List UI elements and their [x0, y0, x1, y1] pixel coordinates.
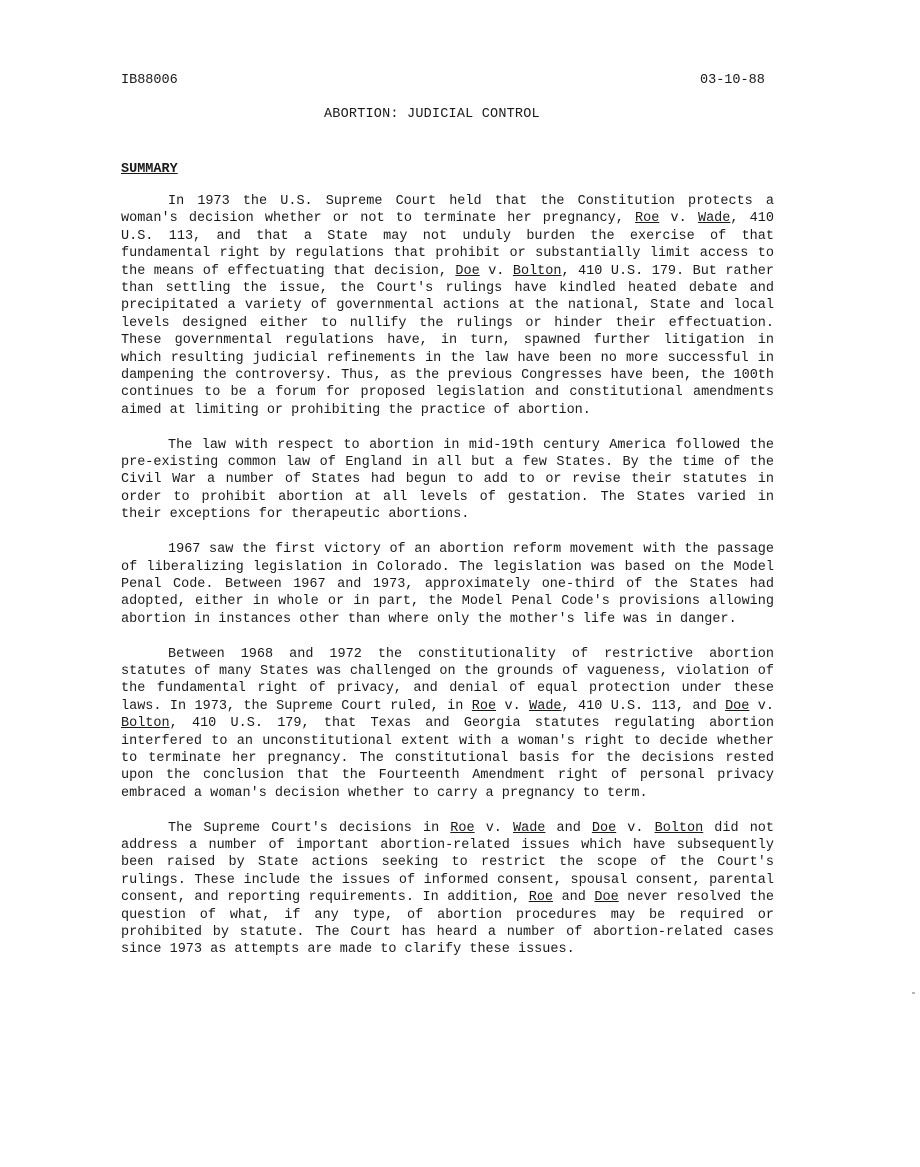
- doc-date: 03-10-88: [700, 73, 765, 88]
- paragraph-text: , 410 U.S. 113, and that a State may not unduly burden the exercise of that fundamental right by regulations that prohibit or substantially limit access to the means of effectuating that decision,: [121, 211, 774, 279]
- section-heading: SUMMARY: [121, 162, 178, 177]
- paragraph-5: [121, 820, 774, 959]
- case-name-bolton: Bolton: [654, 820, 704, 836]
- paragraph-4: [121, 646, 774, 803]
- paragraph-text: In 1973 the U.S. Supreme Court held that the Constitution protects a woman's decision whether or not to terminate her pregnancy,: [121, 194, 774, 227]
- case-name-bolton: Bolton: [121, 716, 170, 732]
- paragraph-text: , 410 U.S. 179, that Texas and Georgia statutes regulating abortion interfered to an unconstitutional extent with a woman's right to decide whether to terminate her pregnancy. The constitutional basis for the decisions rested upon the conclusion that the Fourteenth Amendment right of personal privacy embraced a woman's decision whether to carry a pregnancy to term.: [121, 716, 774, 801]
- case-name-roe: Roe: [471, 698, 497, 714]
- paragraph-text: , 410 U.S. 113, and: [561, 698, 726, 714]
- case-name-doe: Doe: [455, 263, 480, 279]
- paragraph-text: v.: [659, 211, 698, 227]
- case-name-wade: Wade: [529, 698, 562, 714]
- paragraph-1: [121, 193, 774, 419]
- scan-speck: [912, 992, 915, 994]
- paragraph-text: v.: [616, 820, 655, 836]
- case-name-doe: Doe: [594, 890, 619, 906]
- case-name-wade: Wade: [513, 820, 546, 836]
- doc-id: IB88006: [121, 73, 178, 88]
- case-name-roe: Roe: [450, 820, 475, 836]
- paragraph-3: 1967 saw the first victory of an abortion reform movement with the passage of liberalizing legislation in Colorado. The legislation was based on the Model Penal Code. Between 1967 and 1973, approximately one-third of the States had adopted, either in whole or in part, the Model Penal Code's provisions allowing abortion in instances other than where only the mother's life was in danger.: [121, 542, 774, 627]
- paragraph-text: v.: [496, 698, 530, 714]
- page-title: ABORTION: JUDICIAL CONTROL: [324, 107, 540, 122]
- paragraph-2: The law with respect to abortion in mid-19th century America followed the pre-existing common law of England in all but a few States. By the time of the Civil War a number of States had begun to add to or revise their statutes in order to prohibit abortion at all levels of gestation. The States varied in their exceptions for therapeutic abortions.: [121, 437, 774, 523]
- case-name-roe: Roe: [635, 211, 660, 227]
- paragraph-text: never resolved the question of what, if any type, of abortion procedures may be required or prohibited by statute. The Court has heard a number of abortion-related cases since 1973 as attempts are made to clarify these issues.: [121, 890, 774, 958]
- paragraph-text: The Supreme Court's decisions in: [168, 820, 451, 836]
- paragraph-text: and: [545, 820, 592, 836]
- paragraph-text: , 410 U.S. 179. But rather than settling the issue, the Court's rulings have kindled heated debate and precipitated a variety of governmental actions at the national, State and local levels designed either to nullify the rulings or hinder their effectuation. These governmental regulations have, in turn, spawned further litigation in which resulting judicial refinements in the law have been no more successful in dampening the controversy. Thus, as the previous Congresses have been, the 100th continues to be a forum for proposed legislation and constitutional amendments aimed at limiting or prohibiting the practice of abortion.: [121, 263, 774, 418]
- paragraph-text: v.: [479, 263, 513, 279]
- case-name-roe: Roe: [528, 890, 554, 906]
- paragraph-text: did not address a number of important abortion-related issues which have subsequently been raised by State actions seeking to restrict the scope of the Court's rulings. These include the issues of informed consent, spousal consent, parental consent, and reporting requirements. In addition,: [121, 820, 775, 906]
- paragraph-text: v.: [474, 820, 513, 836]
- summary-body: [121, 193, 774, 959]
- case-name-doe: Doe: [725, 698, 750, 714]
- case-name-bolton: Bolton: [512, 263, 562, 279]
- case-name-wade: Wade: [697, 211, 731, 227]
- case-name-doe: Doe: [591, 820, 617, 836]
- paragraph-text: Between 1968 and 1972 the constitutionality of restrictive abortion statutes of many States was challenged on the grounds of vagueness, violation of the fundamental right of privacy, and denial of equal protection under these laws. In 1973, the Supreme Court ruled, in: [121, 646, 774, 714]
- paragraph-text: and: [553, 890, 595, 906]
- paragraph-text: v.: [749, 698, 774, 714]
